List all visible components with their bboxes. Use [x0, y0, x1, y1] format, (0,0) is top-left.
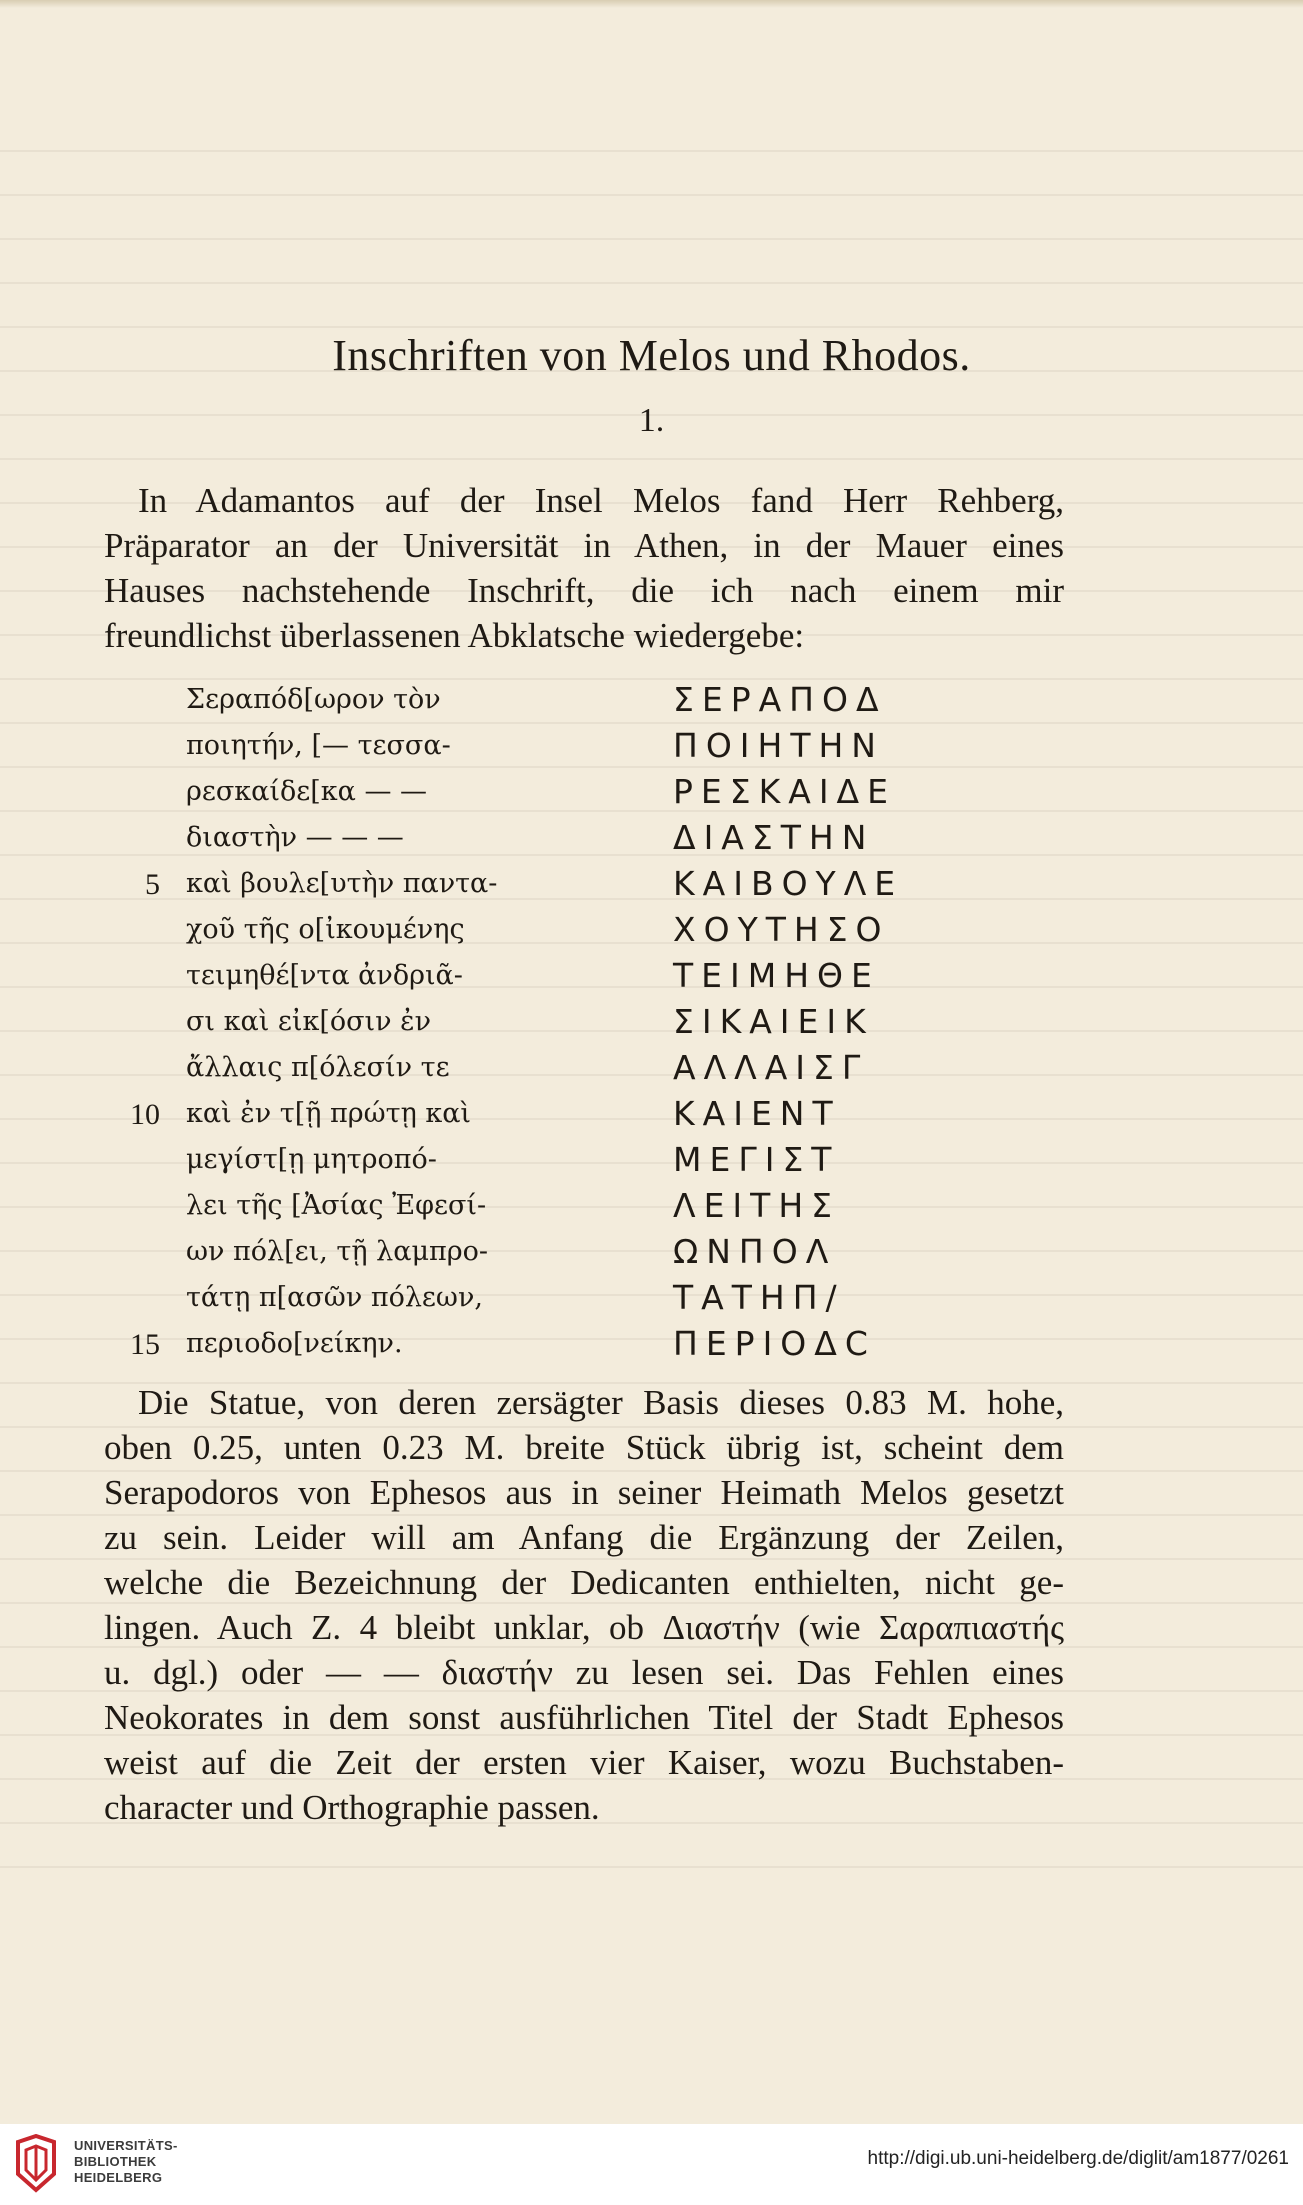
inscription-row: [0, 680, 1303, 726]
commentary-line: character und Orthographie passen.: [104, 1788, 600, 1827]
commentary-paragraph: [104, 1380, 1064, 1830]
inscription-capitals: ΔΙΑΣΤΗΝ: [673, 818, 875, 857]
library-name-line: BIBLIOTHEK: [74, 2154, 157, 2169]
inscription-row: [0, 1324, 1303, 1370]
inscription-row: [0, 910, 1303, 956]
inscription-capitals: ΠΟΙΗΤΗΝ: [673, 726, 884, 765]
library-logo-icon: [14, 2134, 58, 2194]
inscription-capitals: ΠΕΡΙΟΔC: [673, 1324, 876, 1363]
commentary-line: Neokorates in dem sonst ausführlichen Titel der Stadt Ephesos: [104, 1698, 1064, 1737]
inscription-row: [0, 956, 1303, 1002]
inscription-row: [0, 818, 1303, 864]
greek-transcription: καὶ βουλε[υτὴν παντα-: [186, 868, 498, 899]
inscription-capitals: ΛΕΙΤΗΣ: [673, 1186, 840, 1225]
intro-line: Hauses nachstehende Inschrift, die ich nach einem mir: [104, 571, 1064, 610]
line-number: 10: [130, 1098, 160, 1131]
greek-transcription: χοῦ τῆς ο[ἰκουμένης: [186, 914, 465, 945]
source-url-link[interactable]: http://digi.ub.uni-heidelberg.de/diglit/am1877/0261: [867, 2148, 1289, 2169]
inscription-capitals: ΣΙΚΑΙΕΙΚ: [673, 1002, 874, 1041]
inscription-capitals: ΤΕΙΜΗΘΕ: [673, 956, 880, 995]
inscription-row: [0, 726, 1303, 772]
inscription-row: [0, 1140, 1303, 1186]
inscription-row: [0, 772, 1303, 818]
inscription-row: [0, 1048, 1303, 1094]
page-title: Inschriften von Melos und Rhodos.: [332, 331, 971, 380]
inscription-row: [0, 1186, 1303, 1232]
greek-transcription: τάτῃ π[ασῶν πόλεων,: [186, 1282, 483, 1313]
commentary-line: Die Statue, von deren zersägter Basis dieses 0.83 M. hohe,: [138, 1383, 1064, 1422]
commentary-line: Serapodoros von Ephesos aus in seiner Heimath Melos gesetzt: [104, 1473, 1064, 1512]
line-number: 5: [145, 868, 160, 901]
library-name: [74, 2138, 178, 2186]
greek-transcription: σι καὶ εἰκ[όσιν ἐν: [186, 1006, 432, 1037]
inscription-capitals: ΧΟΥΤΗΣΟ: [673, 910, 890, 949]
library-name-line: UNIVERSITÄTS-: [74, 2138, 178, 2153]
greek-transcription: διαστὴν — — —: [186, 822, 404, 853]
inscription-row: [0, 1002, 1303, 1048]
greek-transcription: λει τῆς [Ἀσίας Ἐφεσί-: [186, 1190, 487, 1221]
greek-transcription: ρεσκαίδε[κα — —: [186, 776, 428, 807]
inscription-row: [0, 1232, 1303, 1278]
greek-transcription: ποιητήν, [— τεσσα-: [186, 730, 451, 761]
inscription-capitals: ΜΕΓΙΣΤ: [673, 1140, 840, 1179]
commentary-line: zu sein. Leider will am Anfang die Ergänzung der Zeilen,: [104, 1518, 1064, 1557]
commentary-line: welche die Bezeichnung der Dedicanten enthielten, nicht ge-: [104, 1563, 1064, 1602]
intro-line: In Adamantos auf der Insel Melos fand Herr Rehberg,: [138, 481, 1064, 520]
greek-transcription: μεγίστ[ῃ μητροπό-: [186, 1144, 437, 1175]
commentary-line: lingen. Auch Z. 4 bleibt unklar, ob Διαστήν (wie Σαραπιαστής: [104, 1608, 1064, 1647]
inscription-capitals: ΩΝΠΟΛ: [673, 1232, 837, 1271]
inscription-capitals: ΚΑΙΕΝΤ: [673, 1094, 841, 1133]
commentary-line: u. dgl.) oder — — διαστήν zu lesen sei. Das Fehlen eines: [104, 1653, 1064, 1692]
line-number: 15: [130, 1328, 160, 1361]
inscription-capitals: ΤΑΤΗΠ/: [673, 1278, 845, 1317]
inscription-row: [0, 864, 1303, 910]
intro-line: freundlichst überlassenen Abklatsche wiedergebe:: [104, 616, 805, 655]
greek-transcription: περιοδο[νείκην.: [186, 1328, 403, 1359]
intro-paragraph: [104, 478, 1064, 658]
inscription-capitals: ΡΕΣΚΑΙΔΕ: [673, 772, 896, 811]
commentary-line: oben 0.25, unten 0.23 M. breite Stück übrig ist, scheint dem: [104, 1428, 1064, 1467]
inscription-capitals: ΑΛΛΑΙΣΓ: [673, 1048, 869, 1087]
greek-transcription: ἄλλαις π[όλεσίν τε: [186, 1052, 450, 1083]
greek-transcription: καὶ ἐν τ[ῇ πρώτῃ καὶ: [186, 1098, 472, 1129]
greek-transcription: Σεραπόδ[ωρον τὸν: [186, 684, 441, 715]
inscription-capitals: ΣΕΡΑΠΟΔ: [673, 680, 887, 719]
inscription-row: [0, 1094, 1303, 1140]
commentary-line: weist auf die Zeit der ersten vier Kaiser, wozu Buchstaben-: [104, 1743, 1064, 1782]
library-name-line: HEIDELBERG: [74, 2170, 163, 2185]
intro-line: Präparator an der Universität in Athen, in der Mauer eines: [104, 526, 1064, 565]
section-number: 1.: [638, 402, 665, 439]
inscription-capitals: ΚΑΙΒΟΥΛΕ: [673, 864, 904, 903]
page-edge: [0, 0, 1303, 8]
inscription-row: [0, 1278, 1303, 1324]
greek-transcription: τειμηθέ[ντα ἀνδριᾶ-: [186, 960, 463, 991]
library-footer: [0, 2124, 1303, 2205]
greek-transcription: ων πόλ[ει, τῇ λαμπρο-: [186, 1236, 488, 1267]
